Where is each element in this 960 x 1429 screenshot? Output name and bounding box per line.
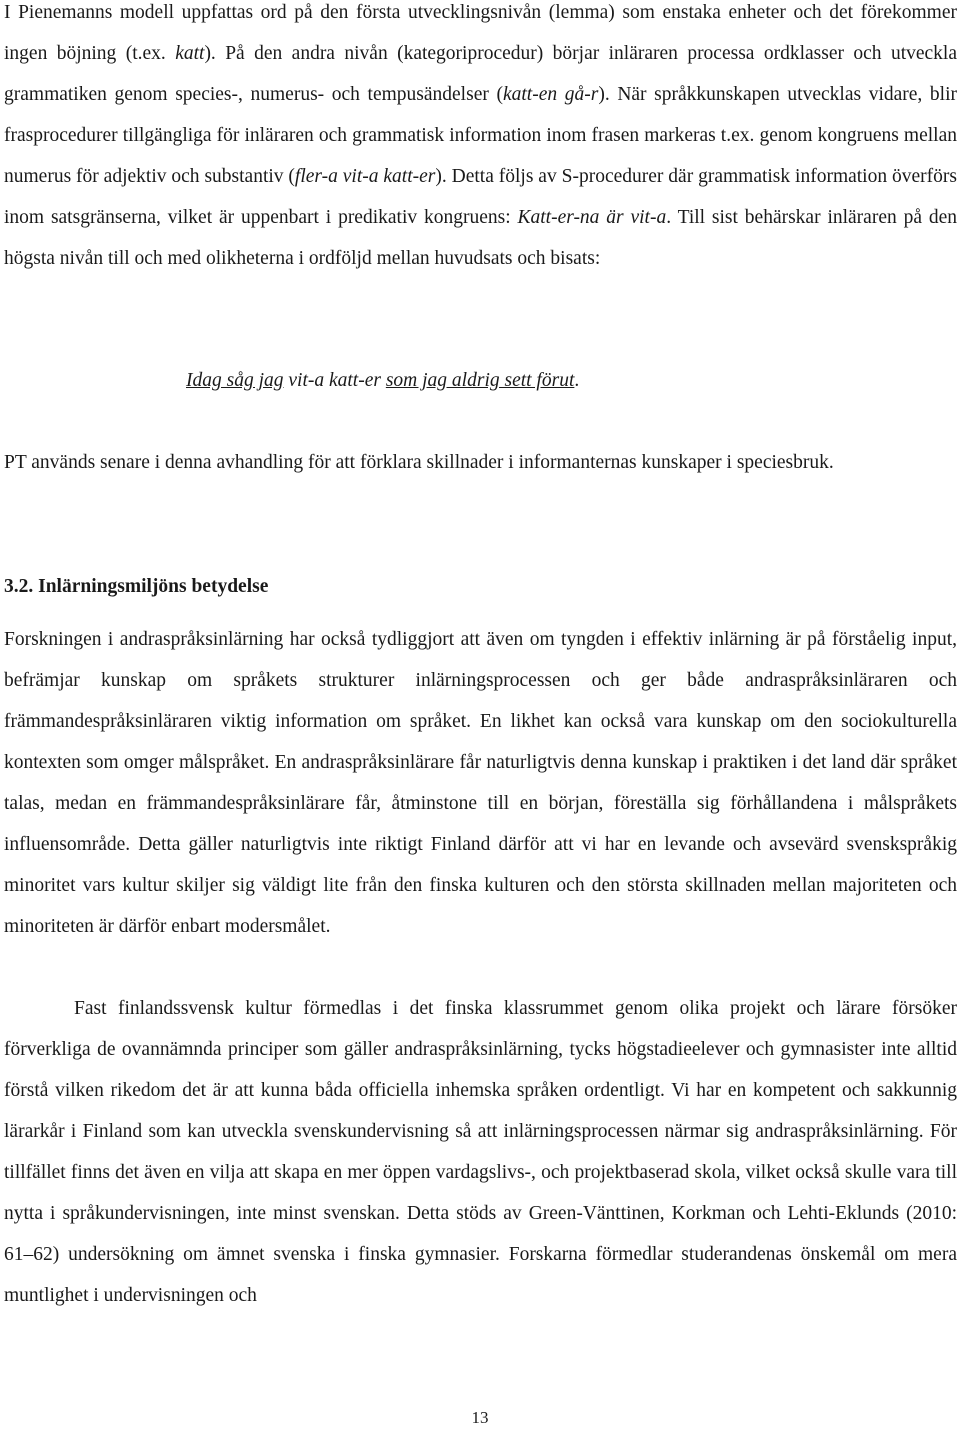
example-sentence — [186, 360, 886, 401]
section-heading: 3.2. Inlärningsmiljöns betydelse — [4, 576, 269, 597]
paragraph-pt-usage: PT används senare i denna avhandling för att förklara skillnader i informanternas kunskaper i speciesbruk. — [4, 452, 834, 473]
example-main-clause: Idag såg jag — [186, 370, 284, 391]
example-object: vit-a katt-er — [283, 370, 386, 391]
text-run: . Till sist behärskar inläraren på den högsta nivån till och med olikheterna i ordföljd mellan huvudsats och bisats: — [4, 207, 957, 269]
example-subordinate-clause: som jag aldrig sett förut — [385, 370, 575, 391]
text-run: ). Detta följs av S-procedurer där grammatisk information överförs inom satsgränserna, vilket är uppenbart i predikativ kongruens: — [4, 166, 957, 228]
paragraph-pienemann-model — [4, 0, 957, 279]
example-word: fler-a vit-a katt-er — [294, 166, 436, 187]
example-word: Katt-er-na är vit-a — [517, 207, 667, 228]
page-number: 13 — [471, 1408, 489, 1427]
example-period: . — [574, 370, 580, 391]
example-word: katt — [175, 43, 205, 64]
example-word: katt-en gå-r — [502, 84, 599, 105]
paragraph-finland-swedish-culture: Fast finlandssvensk kultur förmedlas i det finska klassrummet genom olika projekt och lärare försöker förverkliga de ovannämnda principer som gäller andraspråksinlärning, tycks högstadieelever och gymnasister inte alltid förstå vilken rikedom det är att kunna båda officiella inhemska språken ordentligt. Vi har en kompetent och sakkunnig lärarkår i Finland som kan utveckla svenskundervisning så att inlärningsprocessen närmar sig andraspråksinlärning. För tillfället finns det även en vilja att skapa en mer öppen vardagslivs-, och projektbaserad skola, vilket också skulle vara till nytta i språkundervisningen, inte minst svenskan. Detta stöds av Green-Vänttinen, Korkman och Lehti-Eklunds (2010: 61–62) undersökning om ämnet svenska i finska gymnasier. Forskarna förmedlar studerandenas önskemål om mera muntlighet i undervisningen och — [4, 998, 957, 1306]
paragraph-research: Forskningen i andraspråksinlärning har också tydliggjort att även om tyngden i effektiv inlärning är på förståelig input, befrämjar kunskap om språkets strukturer inlärningsprocessen och ger både andraspråksinläraren och främmandespråksinläraren viktig information om språket. En likhet kan också vara kunskap om den sociokulturella kontexten som omger målspråket. En andraspråksinlärare får naturligtvis denna kunskap i praktiken i det land där språket talas, medan en främmandespråksinlärare får, åtminstone till en början, föreställa sig förhållandena i målspråkets influensområde. Detta gäller naturligtvis inte riktigt Finland därför att vi har en levande och avsevärd svenskspråkig minoritet vars kultur skiljer sig väldigt lite från den finska kulturen och den största skillnaden mellan majoriteten och minoriteten är därför enbart modersmålet. — [4, 629, 957, 937]
text-run: I Pienemanns modell uppfattas ord på den första utvecklingsnivån (lemma) som enstaka enheter och det förekommer ingen böjning (t.ex. — [4, 2, 957, 64]
text-run: ). När språkkunskapen utvecklas vidare, blir frasprocedurer tillgängliga för inläraren och grammatisk information inom frasen markeras t.ex. genom kongruens mellan numerus för adjektiv och substantiv ( — [4, 84, 957, 187]
text-run: ). På den andra nivån (kategoriprocedur) börjar inläraren processa ordklasser och utveckla grammatiken genom species-, numerus- och tempusändelser ( — [4, 43, 958, 105]
